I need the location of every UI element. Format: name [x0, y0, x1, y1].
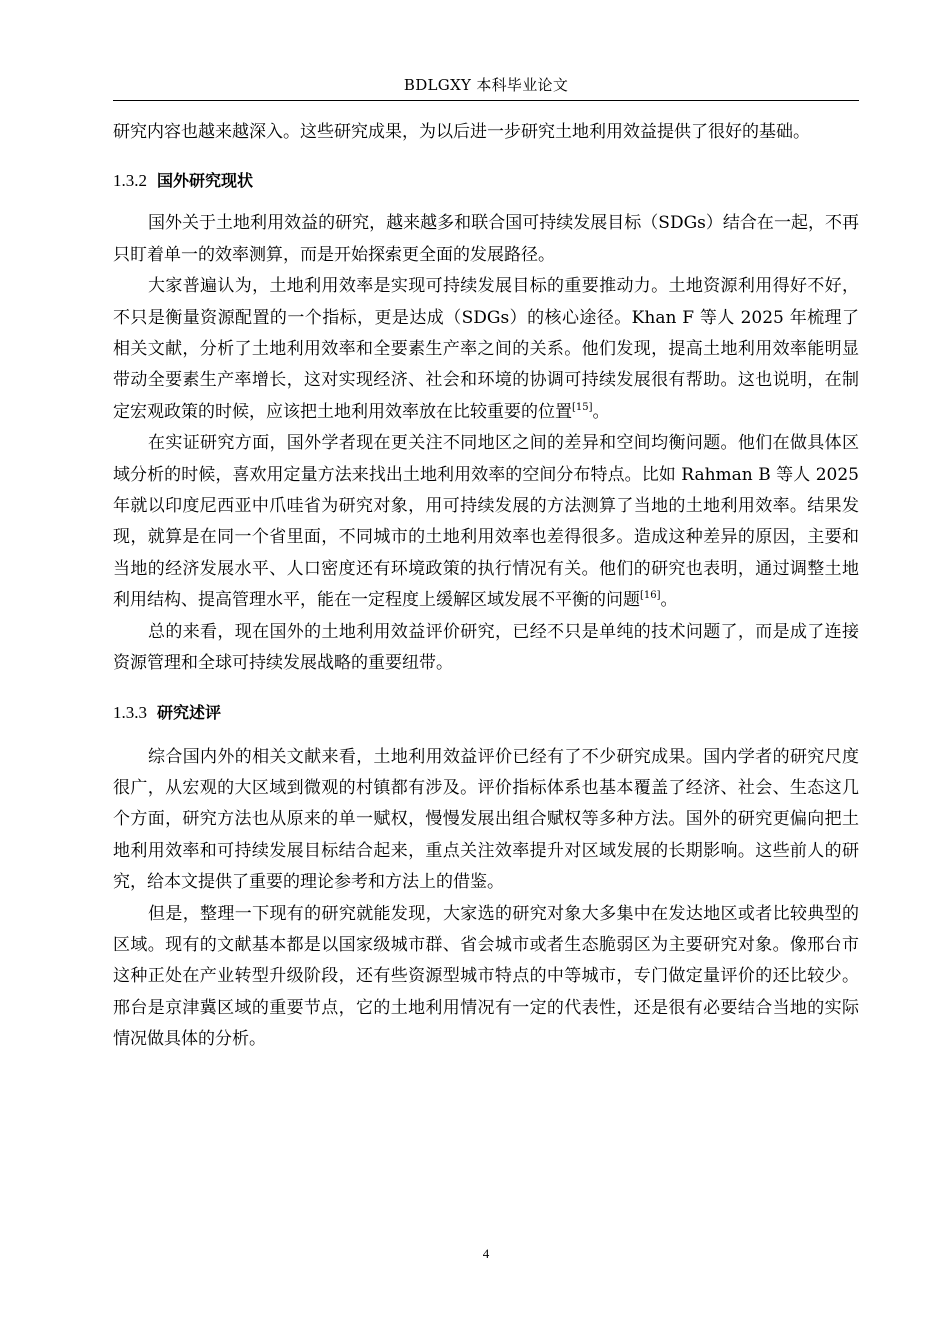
- paragraph-text: 大家普遍认为，土地利用效率是实现可持续发展目标的重要推动力。土地资源利用得好不好，不只是衡量资源配置的一个指标，更是达成（SDGs）的核心途径。Khan F 等人 2025 年梳理了相关文献，分析了土地利用效率和全要素生产率之间的关系。他们发现，提高土地利用效率能明显带动全要素生产率增长，这对实现经济、社会和环境的协调可持续发展很有帮助。这也说明，在制定宏观政策的时候，应该把土地利用效率放在比较重要的位置: [113, 276, 859, 422]
- paragraph-gap: 但是，整理一下现有的研究就能发现，大家选的研究对象大多集中在发达地区或者比较典型的区域。现有的文献基本都是以国家级城市群、省会城市或者生态脆弱区为主要研究对象。像邢台市这种正处在产业转型升级阶段，还有些资源型城市特点的中等城市，专门做定量评价的还比较少。邢台是京津冀区域的重要节点，它的土地利用情况有一定的代表性，还是很有必要结合当地的实际情况做具体的分析。: [113, 903, 859, 1050]
- paragraph-khan: [113, 271, 859, 428]
- paragraph-summary-foreign: 总的来看，现在国外的土地利用效益评价研究，已经不只是单纯的技术问题了，而是成了连接资源管理和全球可持续发展战略的重要纽带。: [113, 621, 859, 674]
- citation-15: [15]: [572, 401, 593, 413]
- section-number: 1.3.2: [113, 171, 147, 191]
- paragraph-sdgs-intro: 国外关于土地利用效益的研究，越来越多和联合国可持续发展目标（SDGs）结合在一起，不再只盯着单一的效率测算，而是开始探索更全面的发展路径。: [113, 213, 859, 265]
- body-text: [113, 117, 859, 1056]
- section-title: 研究述评: [157, 702, 222, 722]
- citation-16: [16]: [640, 590, 661, 602]
- running-header: BDLGXY 本科毕业论文: [403, 76, 569, 94]
- page-number: 4: [482, 1246, 490, 1261]
- section-title: 国外研究现状: [157, 171, 254, 191]
- section-heading-1-3-3: [113, 700, 859, 726]
- header-rule: [113, 100, 859, 101]
- paragraph-end: 。: [660, 590, 678, 611]
- section-heading-1-3-2: [113, 168, 859, 194]
- paragraph-text: 在实证研究方面，国外学者现在更关注不同地区之间的差异和空间均衡问题。他们在做具体区域分析的时候，喜欢用定量方法来找出土地利用效率的空间分布特点。比如 Rahman B 等人 2025 年就以印度尼西亚中爪哇省为研究对象，用可持续发展的方法测算了当地的土地利用效率。结果发现，就算是在同一个省里面，不同城市的土地利用效率也差得很多。造成这种差异的原因，主要和当地的经济发展水平、人口密度还有环境政策的执行情况有关。他们的研究也表明，通过调整土地利用结构、提高管理水平，能在一定程度上缓解区域发展不平衡的问题: [113, 433, 859, 611]
- paragraph-continuation: 研究内容也越来越深入。这些研究成果，为以后进一步研究土地利用效益提供了很好的基础。: [113, 122, 810, 142]
- paragraph-rahman: [113, 428, 859, 616]
- paragraph-end: 。: [592, 401, 610, 422]
- section-number: 1.3.3: [113, 702, 147, 722]
- paragraph-review: 综合国内外的相关文献来看，土地利用效益评价已经有了不少研究成果。国内学者的研究尺度很广，从宏观的大区域到微观的村镇都有涉及。评价指标体系也基本覆盖了经济、社会、生态这几个方面，研究方法也从原来的单一赋权，慢慢发展出组合赋权等多种方法。国外的研究更偏向把土地利用效率和可持续发展目标结合起来，重点关注效率提升对区域发展的长期影响。这些前人的研究，给本文提供了重要的理论参考和方法上的借鉴。: [113, 746, 859, 893]
